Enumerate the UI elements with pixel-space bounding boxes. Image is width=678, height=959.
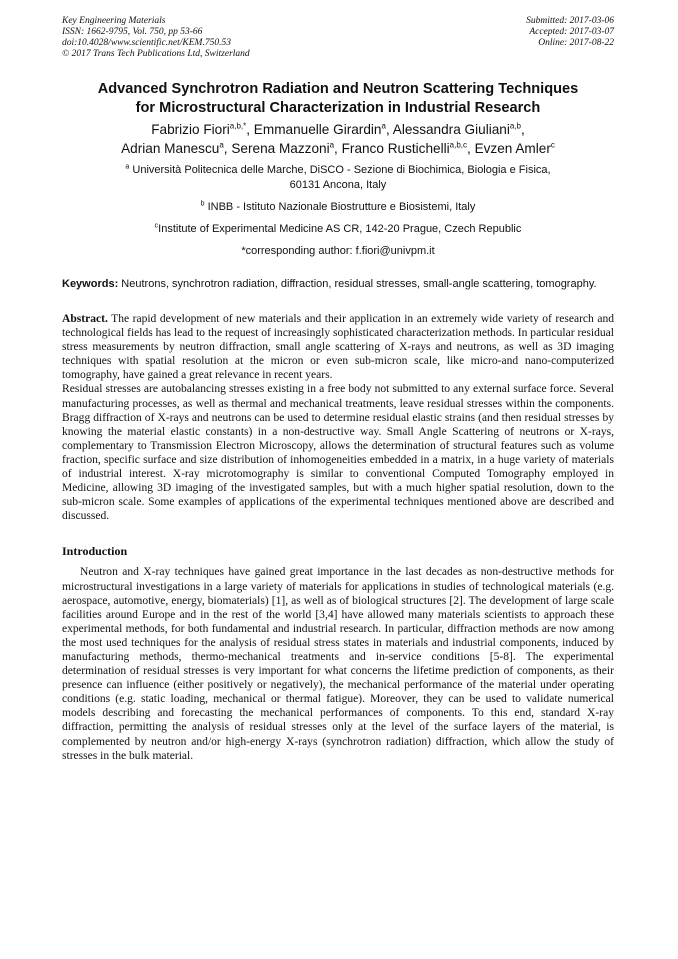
author-name: Emmanuelle Girardin	[253, 122, 382, 137]
corresponding-author: *corresponding author: f.fiori@univpm.it	[241, 245, 435, 257]
authors-line-2: Adrian Manescu$^a$, Serena Mazzoni$^a$, Franco Rustichelli$^{a,b,c}$, Evzen Amler$^c$	[121, 140, 555, 156]
journal-info	[62, 16, 250, 60]
journal-name: Key Engineering Materials	[62, 16, 166, 26]
affiliation-c	[62, 222, 614, 237]
author-name: Alessandra Giuliani	[392, 122, 510, 137]
journal-issn: ISSN: 1662-9795, Vol. 750, pp 53-66	[62, 27, 203, 37]
journal-copyright: © 2017 Trans Tech Publications Ltd, Switzerland	[62, 49, 250, 59]
author-affil-mark: c	[550, 140, 555, 150]
affiliation-a	[62, 163, 614, 193]
author-affil-mark: a,b,c	[449, 140, 467, 150]
author-affil-mark: a	[219, 140, 224, 150]
affiliation-mark: a	[125, 163, 130, 171]
journal-header	[62, 16, 614, 60]
affiliation-mark: c	[154, 222, 159, 230]
affiliation-c-text: Institute of Experimental Medicine AS CR, 142-20 Prague, Czech Republic	[158, 223, 522, 235]
online-date: Online: 2017-08-22	[538, 38, 614, 48]
affiliation-a-line-1: Università Politecnica delle Marche, DiSCO - Sezione di Biochimica, Biologia e Fisica,	[132, 164, 551, 176]
paper-page	[62, 16, 614, 763]
section-heading-introduction: Introduction	[62, 544, 128, 559]
keywords-text: Neutrons, synchrotron radiation, diffraction, residual stresses, small-angle scattering, tomography.	[118, 278, 597, 290]
author-affil-mark: a	[329, 140, 335, 150]
author-list	[62, 120, 614, 158]
author-name: Adrian Manescu	[121, 141, 220, 156]
author-name: Franco Rustichelli	[341, 141, 450, 156]
abstract-paragraph-1: Abstract. The rapid development of new materials and their application in an extremely wide variety of research and technological fields has lead to the request of increasingly sophisticated characterization methods. In particular residual stress measurements by neutron diffraction, small angle scattering of X-rays and neutrons, as well as 3D imaging techniques with spatial resolution at the micron or even sub-micron scale, like micro-and nano-computerized tomography, have gained a great relevance in recent years.	[62, 313, 614, 382]
affiliation-a-line-2: 60131 Ancona, Italy	[289, 179, 387, 191]
submitted-date: Submitted: 2017-03-06	[526, 16, 614, 26]
submission-dates	[526, 16, 614, 60]
affiliation-b	[62, 200, 614, 215]
author-name: Serena Mazzoni	[231, 141, 330, 156]
author-affil-mark: a,b,*	[229, 121, 247, 131]
affiliation-b-text: INBB - Istituto Nazionale Biostrutture e Biosistemi, Italy	[207, 201, 476, 213]
title-line-1: Advanced Synchrotron Radiation and Neutron Scattering Techniques	[97, 81, 579, 97]
author-affil-mark: a,b	[509, 121, 521, 131]
author-name: Fabrizio Fiori	[151, 122, 230, 137]
affiliation-mark: b	[200, 200, 205, 208]
authors-line-1: Fabrizio Fiori$^{a,b,*}$, Emmanuelle Girardin$^a$, Alessandra Giuliani$^{a,b}$,	[151, 121, 525, 137]
journal-doi: doi:10.4028/www.scientific.net/KEM.750.53	[62, 38, 231, 48]
keywords-label: Keywords:	[62, 278, 119, 290]
abstract-label: Abstract.	[62, 313, 108, 325]
accepted-date: Accepted: 2017-03-07	[529, 27, 614, 37]
abstract	[62, 312, 614, 523]
keywords	[62, 277, 614, 291]
title-line-2: for Microstructural Characterization in Industrial Research	[135, 100, 541, 116]
author-name: Evzen Amler	[474, 141, 551, 156]
author-affil-mark: a	[381, 121, 386, 131]
introduction-paragraph-1: Neutron and X-ray techniques have gained great importance in the last decades as non-destructive methods for microstructural investigations in a large variety of materials for applications in studies of technological materials (e.g. aerospace, automotive, energy, biomaterials) [1], as well as of biological structures [2]. The development of large scale facilities around Europe and in the rest of the world [3,4] have allowed many materials scientists to approach these experimental methods, for both fundamental and industrial research. In particular, diffraction methods are now among the most used techniques for the analysis of residual stress states in materials and industrial components, induced by manufacturing methods, thermo-mechanical treatments and in-service conditions [5-8]. The experimental determination of residual stresses is very important for what concerns the lifetime prediction of components, as their presence can influence (either positively or negatively), the mechanical performance of the material under operating conditions (e.g. static loading, mechanical or thermal fatigue). Moreover, they can be used to validate numerical models describing and forecasting the mechanical performances of components. To this end, standard X-ray diffraction, permitting the analysis of residual stresses only at the level of the surface layers of the material, is complemented by neutron and/or high-energy X-rays (synchrotron radiation) diffraction, which allow the study of stresses in the bulk material.	[62, 566, 614, 762]
abstract-paragraph-2: Residual stresses are autobalancing stresses existing in a free body not submitted to any external surface force. Several manufacturing processes, as well as thermal and mechanical treatments, leave residual stresses within the components. Bragg diffraction of X-rays and neutrons can be used to determine residual elastic strains (and then residual stresses by knowing the material elastic constants) in a non-destructive way. Small Angle Scattering of neutrons or X-rays, complementary to Transmission Electron Microscopy, allows the determination of structural features such as volume fraction, specific surface and size distribution of inhomogeneities embedded in a matrix, in a huge variety of materials of industrial interest. X-ray microtomography is similar to conventional Computed Tomography employed in Medicine, allowing 3D imaging of the investigated samples, but with a much higher spatial resolution, down to the sub-micron scale. Some examples of applications of the experimental techniques mentioned above are described and discussed.	[62, 383, 614, 523]
paper-title	[62, 80, 614, 118]
